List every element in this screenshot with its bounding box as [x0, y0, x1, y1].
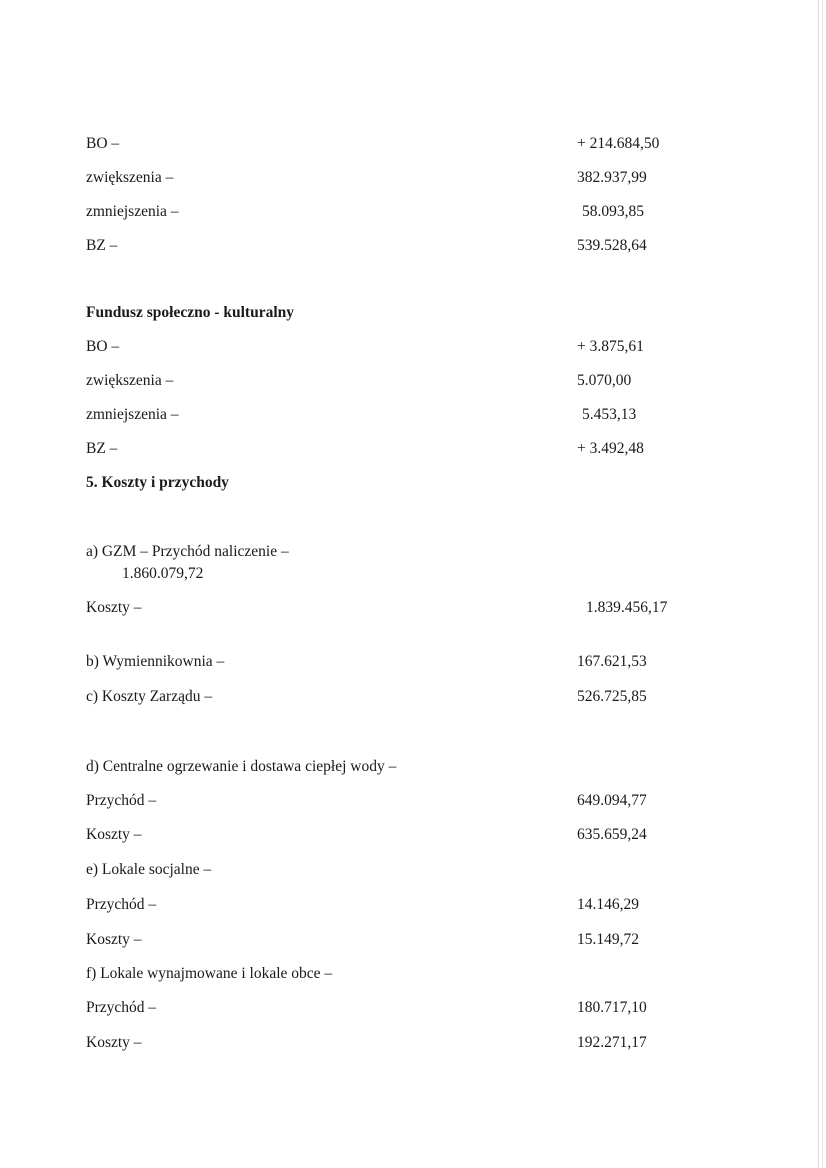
scan-edge-line — [818, 0, 819, 1168]
row-label: zwiększenia – — [86, 169, 174, 186]
item-e-income-row — [86, 894, 686, 916]
row-label: BO – — [86, 338, 120, 355]
row-label: Przychód – — [86, 999, 157, 1016]
row-label: BO – — [86, 135, 120, 152]
item-f-heading: f) Lokale wynajmowane i lokale obce – — [86, 965, 333, 982]
row-value: 180.717,10 — [577, 999, 647, 1016]
fund-social-bo-row — [86, 336, 686, 358]
fund-a-bo-row — [86, 133, 686, 155]
row-value: 649.094,77 — [577, 792, 647, 809]
row-value: 14.146,29 — [577, 896, 639, 913]
row-label: c) Koszty Zarządu – — [86, 688, 213, 705]
row-value: 192.271,17 — [577, 1034, 647, 1051]
row-value: + 3.875,61 — [577, 338, 644, 355]
row-label: Przychód – — [86, 792, 157, 809]
fund-a-decrease-row — [86, 201, 686, 223]
fund-a-increase-row — [86, 167, 686, 189]
scan-edge-line — [822, 0, 823, 1168]
row-label: Przychód – — [86, 896, 157, 913]
row-label: Koszty – — [86, 1034, 142, 1051]
item-f-costs-row — [86, 1032, 686, 1054]
fund-social-title: Fundusz społeczno - kulturalny — [86, 304, 295, 321]
row-label: Koszty – — [86, 826, 142, 843]
row-label: Koszty – — [86, 931, 142, 948]
item-e-costs-row — [86, 929, 686, 951]
row-label: Koszty – — [86, 599, 142, 616]
row-value: 1.839.456,17 — [586, 599, 668, 616]
row-value: + 3.492,48 — [577, 440, 644, 457]
fund-social-increase-row — [86, 370, 686, 392]
row-value: 635.659,24 — [577, 826, 647, 843]
item-e-heading: e) Lokale socjalne – — [86, 861, 212, 878]
item-a-gzm — [86, 541, 686, 585]
fund-social-decrease-row — [86, 404, 686, 426]
row-value: 526.725,85 — [577, 688, 647, 705]
row-label: zmniejszenia – — [86, 203, 179, 220]
row-value: 382.937,99 — [577, 169, 647, 186]
row-label: zmniejszenia – — [86, 406, 179, 423]
item-d-heading: d) Centralne ogrzewanie i dostawa ciepłej wody – — [86, 758, 397, 775]
fund-a-bz-row — [86, 235, 686, 257]
row-value: 5.070,00 — [577, 372, 632, 389]
item-d-costs-row — [86, 824, 686, 846]
row-value: 167.621,53 — [577, 653, 647, 670]
row-label: a) GZM – Przychód naliczenie – — [86, 543, 289, 560]
item-d-income-row — [86, 790, 686, 812]
row-value: 58.093,85 — [582, 203, 644, 220]
row-label: BZ – — [86, 237, 118, 254]
row-label: zwiększenia – — [86, 372, 174, 389]
row-value: 1.860.079,72 — [122, 565, 204, 582]
row-value: + 214.684,50 — [577, 135, 660, 152]
row-value: 5.453,13 — [582, 406, 637, 423]
row-label: b) Wymiennikownia – — [86, 653, 225, 670]
item-f-income-row — [86, 997, 686, 1019]
item-c-row — [86, 686, 686, 708]
section-title: 5. Koszty i przychody — [86, 474, 229, 491]
item-b-row — [86, 651, 686, 673]
row-value: 539.528,64 — [577, 237, 647, 254]
row-label: BZ – — [86, 440, 118, 457]
item-a-costs-row — [86, 597, 686, 619]
row-value: 15.149,72 — [577, 931, 639, 948]
fund-social-bz-row — [86, 438, 686, 460]
